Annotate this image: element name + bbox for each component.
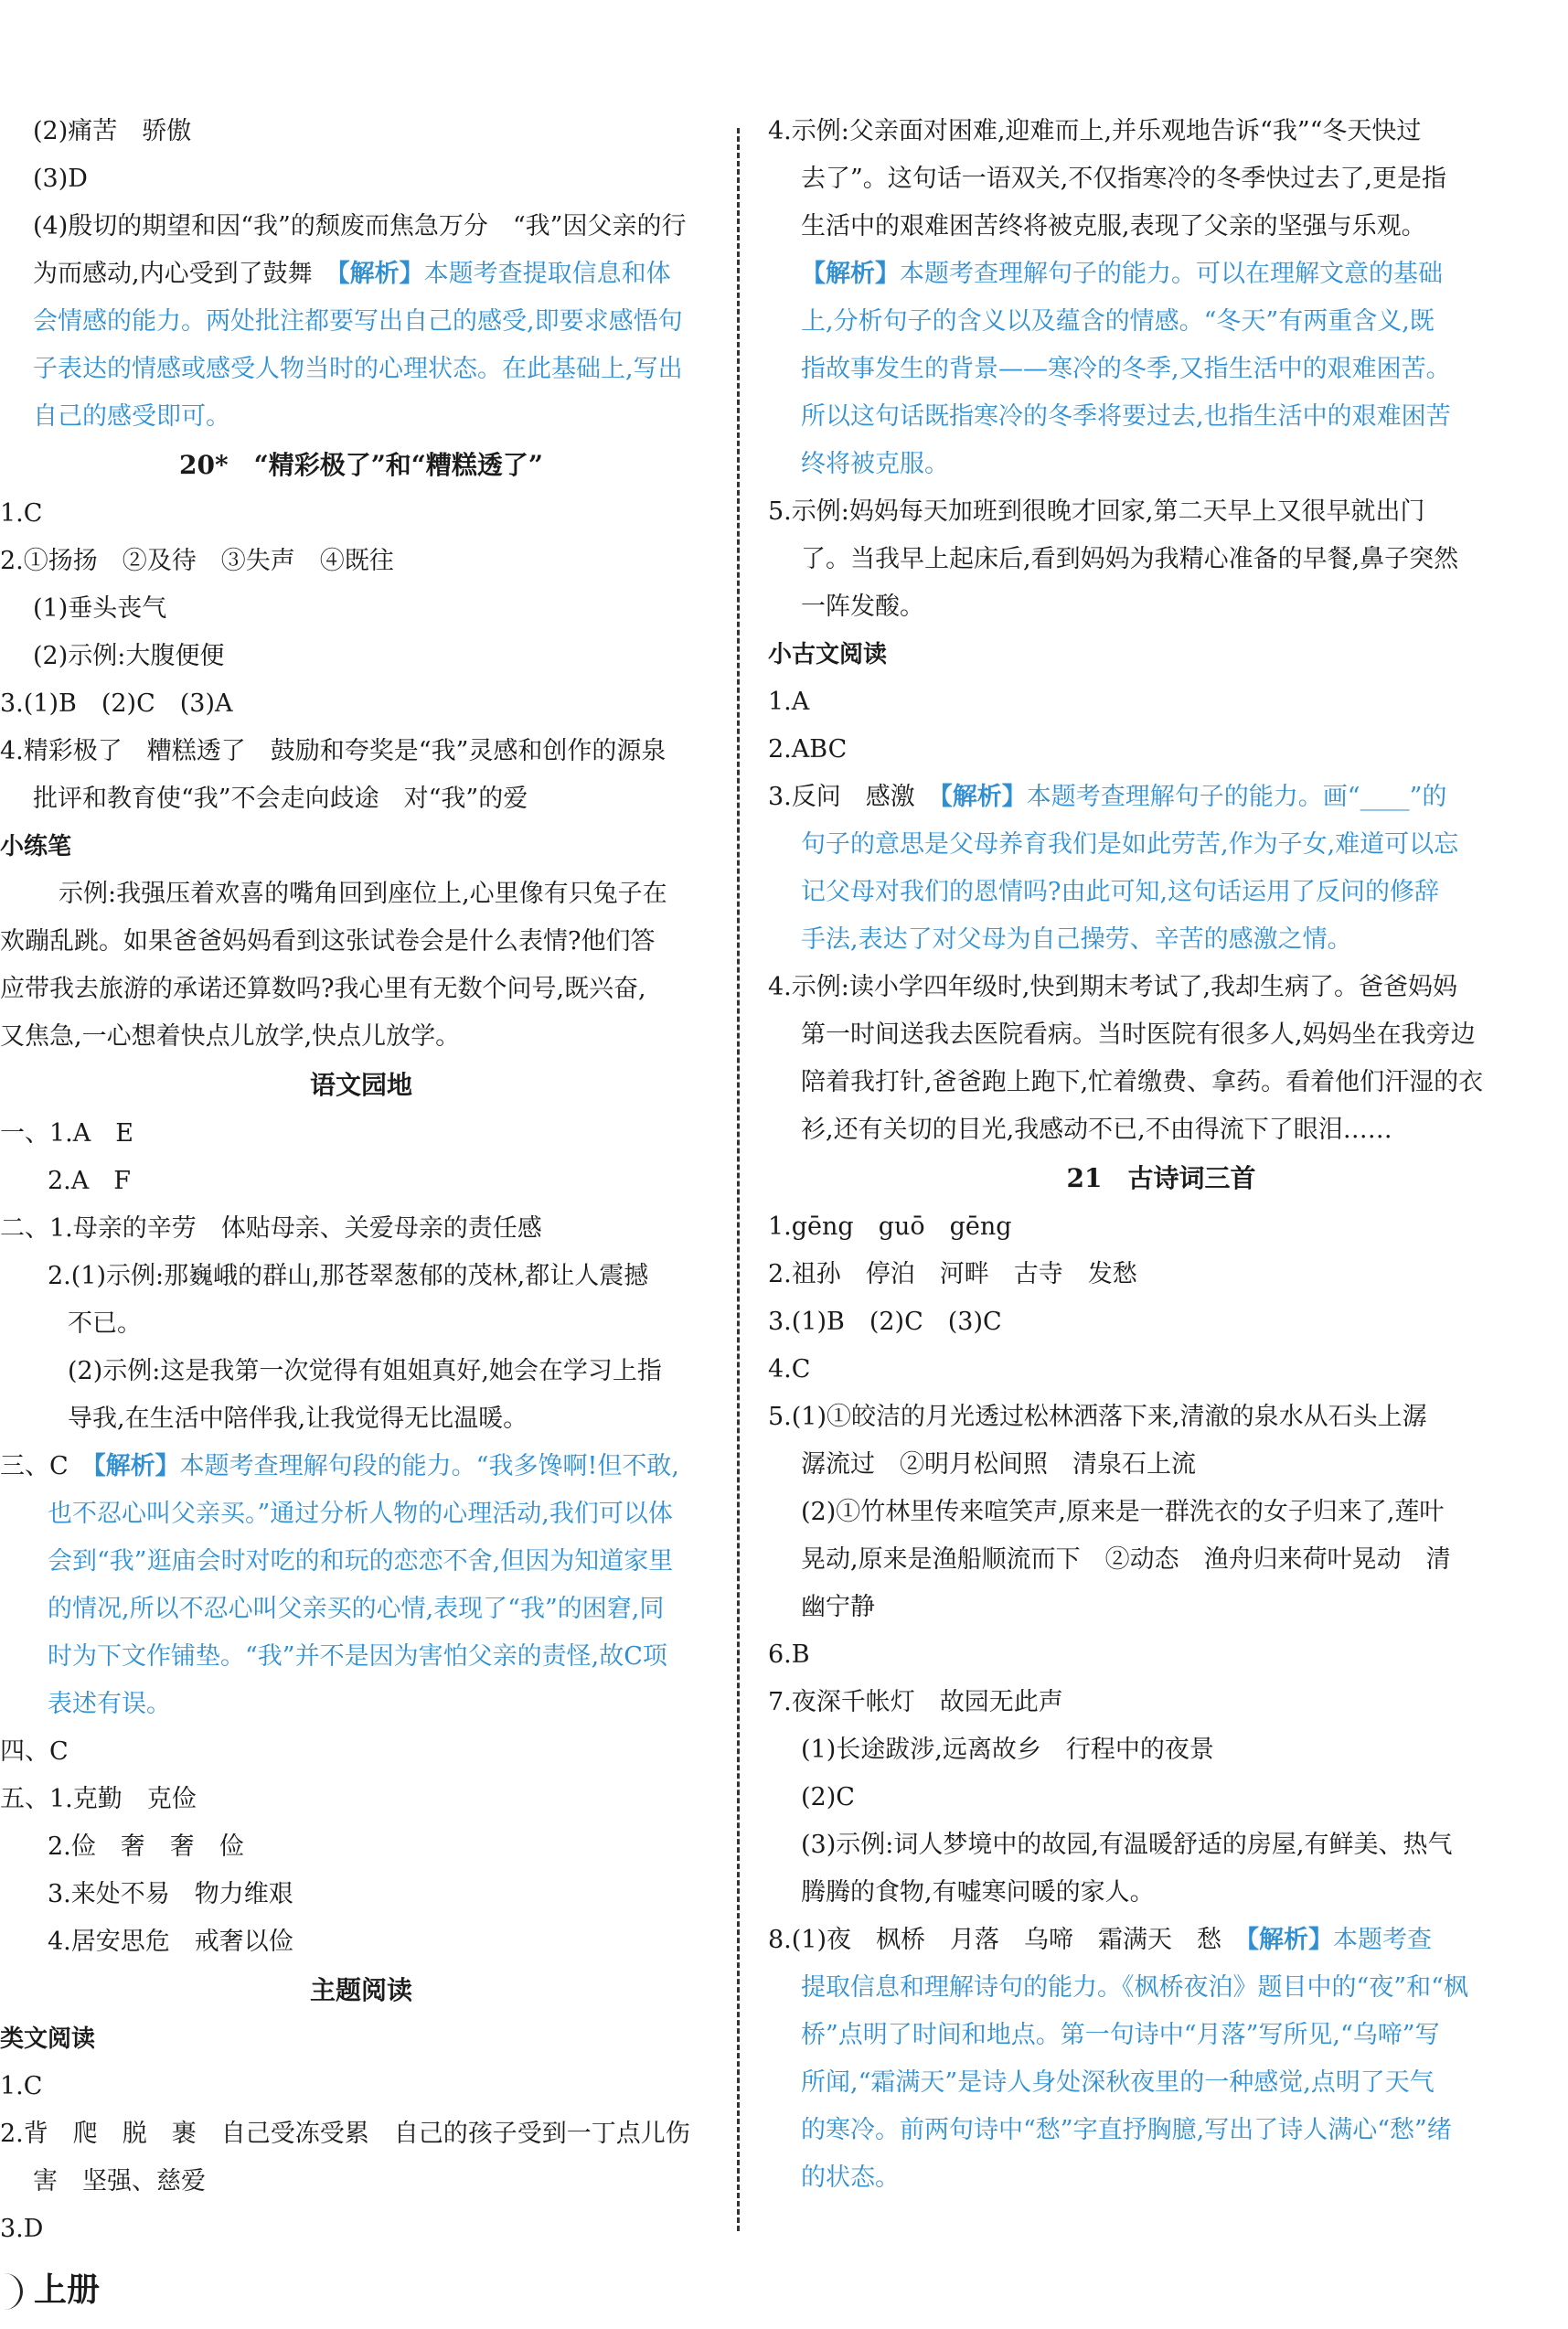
answer-line: (2)示例:这是我第一次觉得有姐姐真好,她会在学习上指 xyxy=(68,1357,662,1385)
answer-line xyxy=(0,1443,722,1490)
answer-text: 三、C xyxy=(0,1452,69,1480)
answer-line: 欢蹦乱跳。如果爸爸妈妈看到这张试卷会是什么表情?他们答 xyxy=(0,927,656,956)
analysis-line: 终将被克服。 xyxy=(801,450,949,478)
answer-line: 1.C xyxy=(0,2072,43,2100)
answer-line: 2.祖孙 停泊 河畔 古寺 发愁 xyxy=(768,1260,1137,1288)
analysis-line: 的寒冷。前两句诗中“愁”字直抒胸臆,写出了诗人满心“愁”绪 xyxy=(801,2116,1452,2144)
right-column xyxy=(768,108,1554,2202)
answer-line: 腾腾的食物,有嘘寒问暖的家人。 xyxy=(801,1878,1155,1907)
answer-text: 8.(1)夜 枫桥 月落 乌啼 霜满天 愁 xyxy=(768,1926,1222,1954)
analysis-line: 也不忍心叫父亲买。”通过分析人物的心理活动,我们可以体 xyxy=(48,1500,673,1528)
analysis-line: 指故事发生的背景——寒冷的冬季,又指生活中的艰难困苦。 xyxy=(801,355,1451,383)
answer-text: 3.反问 感激 xyxy=(768,783,915,811)
answer-line: 二、1.母亲的辛劳 体贴母亲、关爱母亲的责任感 xyxy=(0,1214,542,1243)
analysis-line xyxy=(768,251,1554,298)
answer-text: 为而感动,内心受到了鼓舞 xyxy=(33,260,313,288)
section-label-xiaolianbi: 小练笔 xyxy=(0,833,72,860)
analysis-text: 本题考查提取信息和体 xyxy=(423,260,671,288)
answer-line xyxy=(0,251,722,298)
analysis-tag: 【解析】 xyxy=(927,783,1027,811)
answer-line: 2.俭 奢 奢 俭 xyxy=(48,1832,244,1861)
analysis-tag: 【解析】 xyxy=(80,1452,180,1480)
page-number-circle-icon xyxy=(0,2273,23,2310)
page-footer xyxy=(0,2264,100,2311)
answer-line: 批评和教育使“我”不会走向歧途 对“我”的爱 xyxy=(33,785,528,813)
analysis-line: 时为下文作铺垫。“我”并不是因为害怕父亲的责怪,故C项 xyxy=(48,1642,667,1671)
analysis-line: 提取信息和理解诗句的能力。《枫桥夜泊》题目中的“夜”和“枫 xyxy=(801,1973,1468,2002)
analysis-line: 自己的感受即可。 xyxy=(33,402,230,431)
answer-line: (2)示例:大腹便便 xyxy=(33,642,225,670)
analysis-line: 桥”点明了时间和地点。第一句诗中“月落”写所见,“乌啼”写 xyxy=(801,2021,1440,2049)
answer-line: 3.(1)B (2)C (3)C xyxy=(768,1308,1002,1336)
analysis-line: 所闻,“霜满天”是诗人身处深秋夜里的一种感觉,点明了天气 xyxy=(801,2068,1435,2097)
analysis-line: 上,分析句子的含义以及蕴含的情感。“冬天”有两重含义,既 xyxy=(801,307,1435,336)
analysis-text: 本题考查 xyxy=(1333,1926,1433,1954)
answer-line: 5.示例:妈妈每天加班到很晚才回家,第二天早上又很早就出门 xyxy=(768,497,1425,526)
answer-line: 一阵发酸。 xyxy=(801,593,924,621)
section-heading-yuwen-yuandi: 语文园地 xyxy=(309,1070,412,1100)
answer-line: (1)垂头丧气 xyxy=(33,594,167,623)
answer-line: 潺流过 ②明月松间照 清泉石上流 xyxy=(801,1450,1196,1479)
answer-line: (3)示例:词人梦境中的故园,有温暖舒适的房屋,有鲜美、热气 xyxy=(801,1831,1453,1859)
analysis-line: 记父母对我们的恩情吗?由此可知,这句话运用了反问的修辞 xyxy=(801,878,1440,906)
answer-line: 2.①扬扬 ②及待 ③失声 ④既往 xyxy=(0,547,394,575)
answer-line: 4.精彩极了 糟糕透了 鼓励和夸奖是“我”灵感和创作的源泉 xyxy=(0,737,667,765)
answer-line: 晃动,原来是渔船顺流而下 ②动态 渔舟归来荷叶晃动 清 xyxy=(801,1545,1451,1574)
analysis-line: 的状态。 xyxy=(801,2163,900,2192)
answer-line: 第一时间送我去医院看病。当时医院有很多人,妈妈坐在我旁边 xyxy=(801,1020,1476,1049)
column-divider xyxy=(737,128,740,2231)
answer-line: (2)痛苦 骄傲 xyxy=(33,117,192,145)
answer-line: 应带我去旅游的承诺还算数吗?我心里有无数个问号,既兴奋, xyxy=(0,975,646,1003)
answer-line: 2.背 爬 脱 裹 自己受冻受累 自己的孩子受到一丁点儿伤 xyxy=(0,2120,690,2148)
answer-line: (1)长途跋涉,远离故乡 行程中的夜景 xyxy=(801,1736,1214,1764)
answer-line: 2.(1)示例:那巍峨的群山,那苍翠葱郁的茂林,都让人震撼 xyxy=(48,1262,649,1290)
answer-line: 示例:我强压着欢喜的嘴角回到座位上,心里像有只兔子在 xyxy=(59,880,667,908)
answer-line: 4.C xyxy=(768,1355,811,1384)
analysis-tag: 【解析】 xyxy=(1234,1926,1334,1954)
answer-line: 了。当我早上起床后,看到妈妈为我精心准备的早餐,鼻子突然 xyxy=(801,545,1459,573)
analysis-line: 句子的意思是父母养育我们是如此劳苦,作为子女,难道可以忘 xyxy=(801,830,1459,859)
answer-line: 5.(1)①皎洁的月光透过松林洒落下来,清澈的泉水从石头上潺 xyxy=(768,1403,1427,1431)
analysis-line: 所以这句话既指寒冷的冬季将要过去,也指生活中的艰难困苦 xyxy=(801,402,1451,431)
answer-line: 2.ABC xyxy=(768,735,848,764)
analysis-text: 本题考查理解句子的能力。画“____”的 xyxy=(1026,783,1447,811)
answer-line: 1.gēng guō gēng xyxy=(768,1213,1012,1241)
answer-line: 3.来处不易 物力维艰 xyxy=(48,1880,293,1908)
answer-line: 4.示例:读小学四年级时,快到期末考试了,我却生病了。爸爸妈妈 xyxy=(768,973,1458,1001)
analysis-line: 手法,表达了对父母为自己操劳、辛苦的感激之情。 xyxy=(801,925,1352,954)
answer-line: 1.C xyxy=(0,499,43,528)
answer-line: (3)D xyxy=(33,165,88,193)
section-heading-zhuti-yuedu: 主题阅读 xyxy=(309,1975,412,2005)
answer-line: 陪着我打针,爸爸跑上跑下,忙着缴费、拿药。看着他们汗湿的衣 xyxy=(801,1068,1484,1096)
analysis-tag: 【解析】 xyxy=(801,260,900,288)
answer-line: (4)殷切的期望和因“我”的颓废而焦急万分 “我”因父亲的行 xyxy=(33,212,687,240)
answer-line: (2)①竹林里传来喧笑声,原来是一群洗衣的女子归来了,莲叶 xyxy=(801,1498,1445,1526)
answer-line: 3.(1)B (2)C (3)A xyxy=(0,689,233,718)
answer-line: 四、C xyxy=(0,1737,69,1766)
answer-line: 又焦急,一心想着快点儿放学,快点儿放学。 xyxy=(0,1022,461,1051)
analysis-line: 子表达的情感或感受人物当时的心理状态。在此基础上,写出 xyxy=(33,355,683,383)
analysis-text: 本题考查理解句子的能力。可以在理解文意的基础 xyxy=(900,260,1443,288)
lesson-heading-21: 21 古诗词三首 xyxy=(1066,1163,1256,1193)
analysis-line: 的情况,所以不忍心叫父亲买的心情,表现了“我”的困窘,同 xyxy=(48,1595,665,1623)
answer-line: 3.D xyxy=(0,2215,44,2243)
answer-line xyxy=(768,774,1554,821)
answer-line: 2.A F xyxy=(48,1167,131,1195)
answer-line: 4.示例:父亲面对困难,迎难而上,并乐观地告诉“我”“冬天快过 xyxy=(768,117,1422,145)
footer-volume-label: 上册 xyxy=(34,2271,101,2309)
analysis-line: 表述有误。 xyxy=(48,1690,171,1718)
analysis-line: 会情感的能力。两处批注都要写出自己的感受,即要求感悟句 xyxy=(33,307,683,336)
answer-line: 幽宁静 xyxy=(801,1593,875,1621)
answer-line: 生活中的艰难困苦终将被克服,表现了父亲的坚强与乐观。 xyxy=(801,212,1426,240)
section-label-xiaoguwen-yuedu: 小古文阅读 xyxy=(768,641,888,668)
answer-line: 7.夜深千帐灯 故园无此声 xyxy=(768,1688,1063,1716)
answer-line: 五、1.克勤 克俭 xyxy=(0,1785,197,1813)
answer-line: 4.居安思危 戒奢以俭 xyxy=(48,1928,293,1956)
answer-line: 导我,在生活中陪伴我,让我觉得无比温暖。 xyxy=(68,1405,528,1433)
section-label-leiwen-yuedu: 类文阅读 xyxy=(0,2025,96,2053)
answer-line: 衫,还有关切的目光,我感动不已,不由得流下了眼泪…… xyxy=(801,1116,1392,1144)
answer-line: 一、1.A E xyxy=(0,1119,133,1148)
answer-line: 6.B xyxy=(768,1640,810,1669)
answer-line: 1.A xyxy=(768,688,810,716)
analysis-text: 本题考查理解句段的能力。“我多馋啊!但不敢, xyxy=(179,1452,679,1480)
answer-line: 去了”。这句话一语双关,不仅指寒冷的冬季快过去了,更是指 xyxy=(801,165,1446,193)
answer-line: 不已。 xyxy=(68,1309,142,1338)
answer-line xyxy=(768,1917,1554,1964)
answer-line: 害 坚强、慈爱 xyxy=(33,2167,206,2195)
left-column xyxy=(0,108,722,2253)
lesson-heading-20: 20* “精彩极了”和“糟糕透了” xyxy=(178,450,544,480)
analysis-line: 会到“我”逛庙会时对吃的和玩的恋恋不舍,但因为知道家里 xyxy=(48,1547,674,1576)
analysis-tag: 【解析】 xyxy=(325,260,424,288)
answer-line: (2)C xyxy=(801,1783,855,1811)
